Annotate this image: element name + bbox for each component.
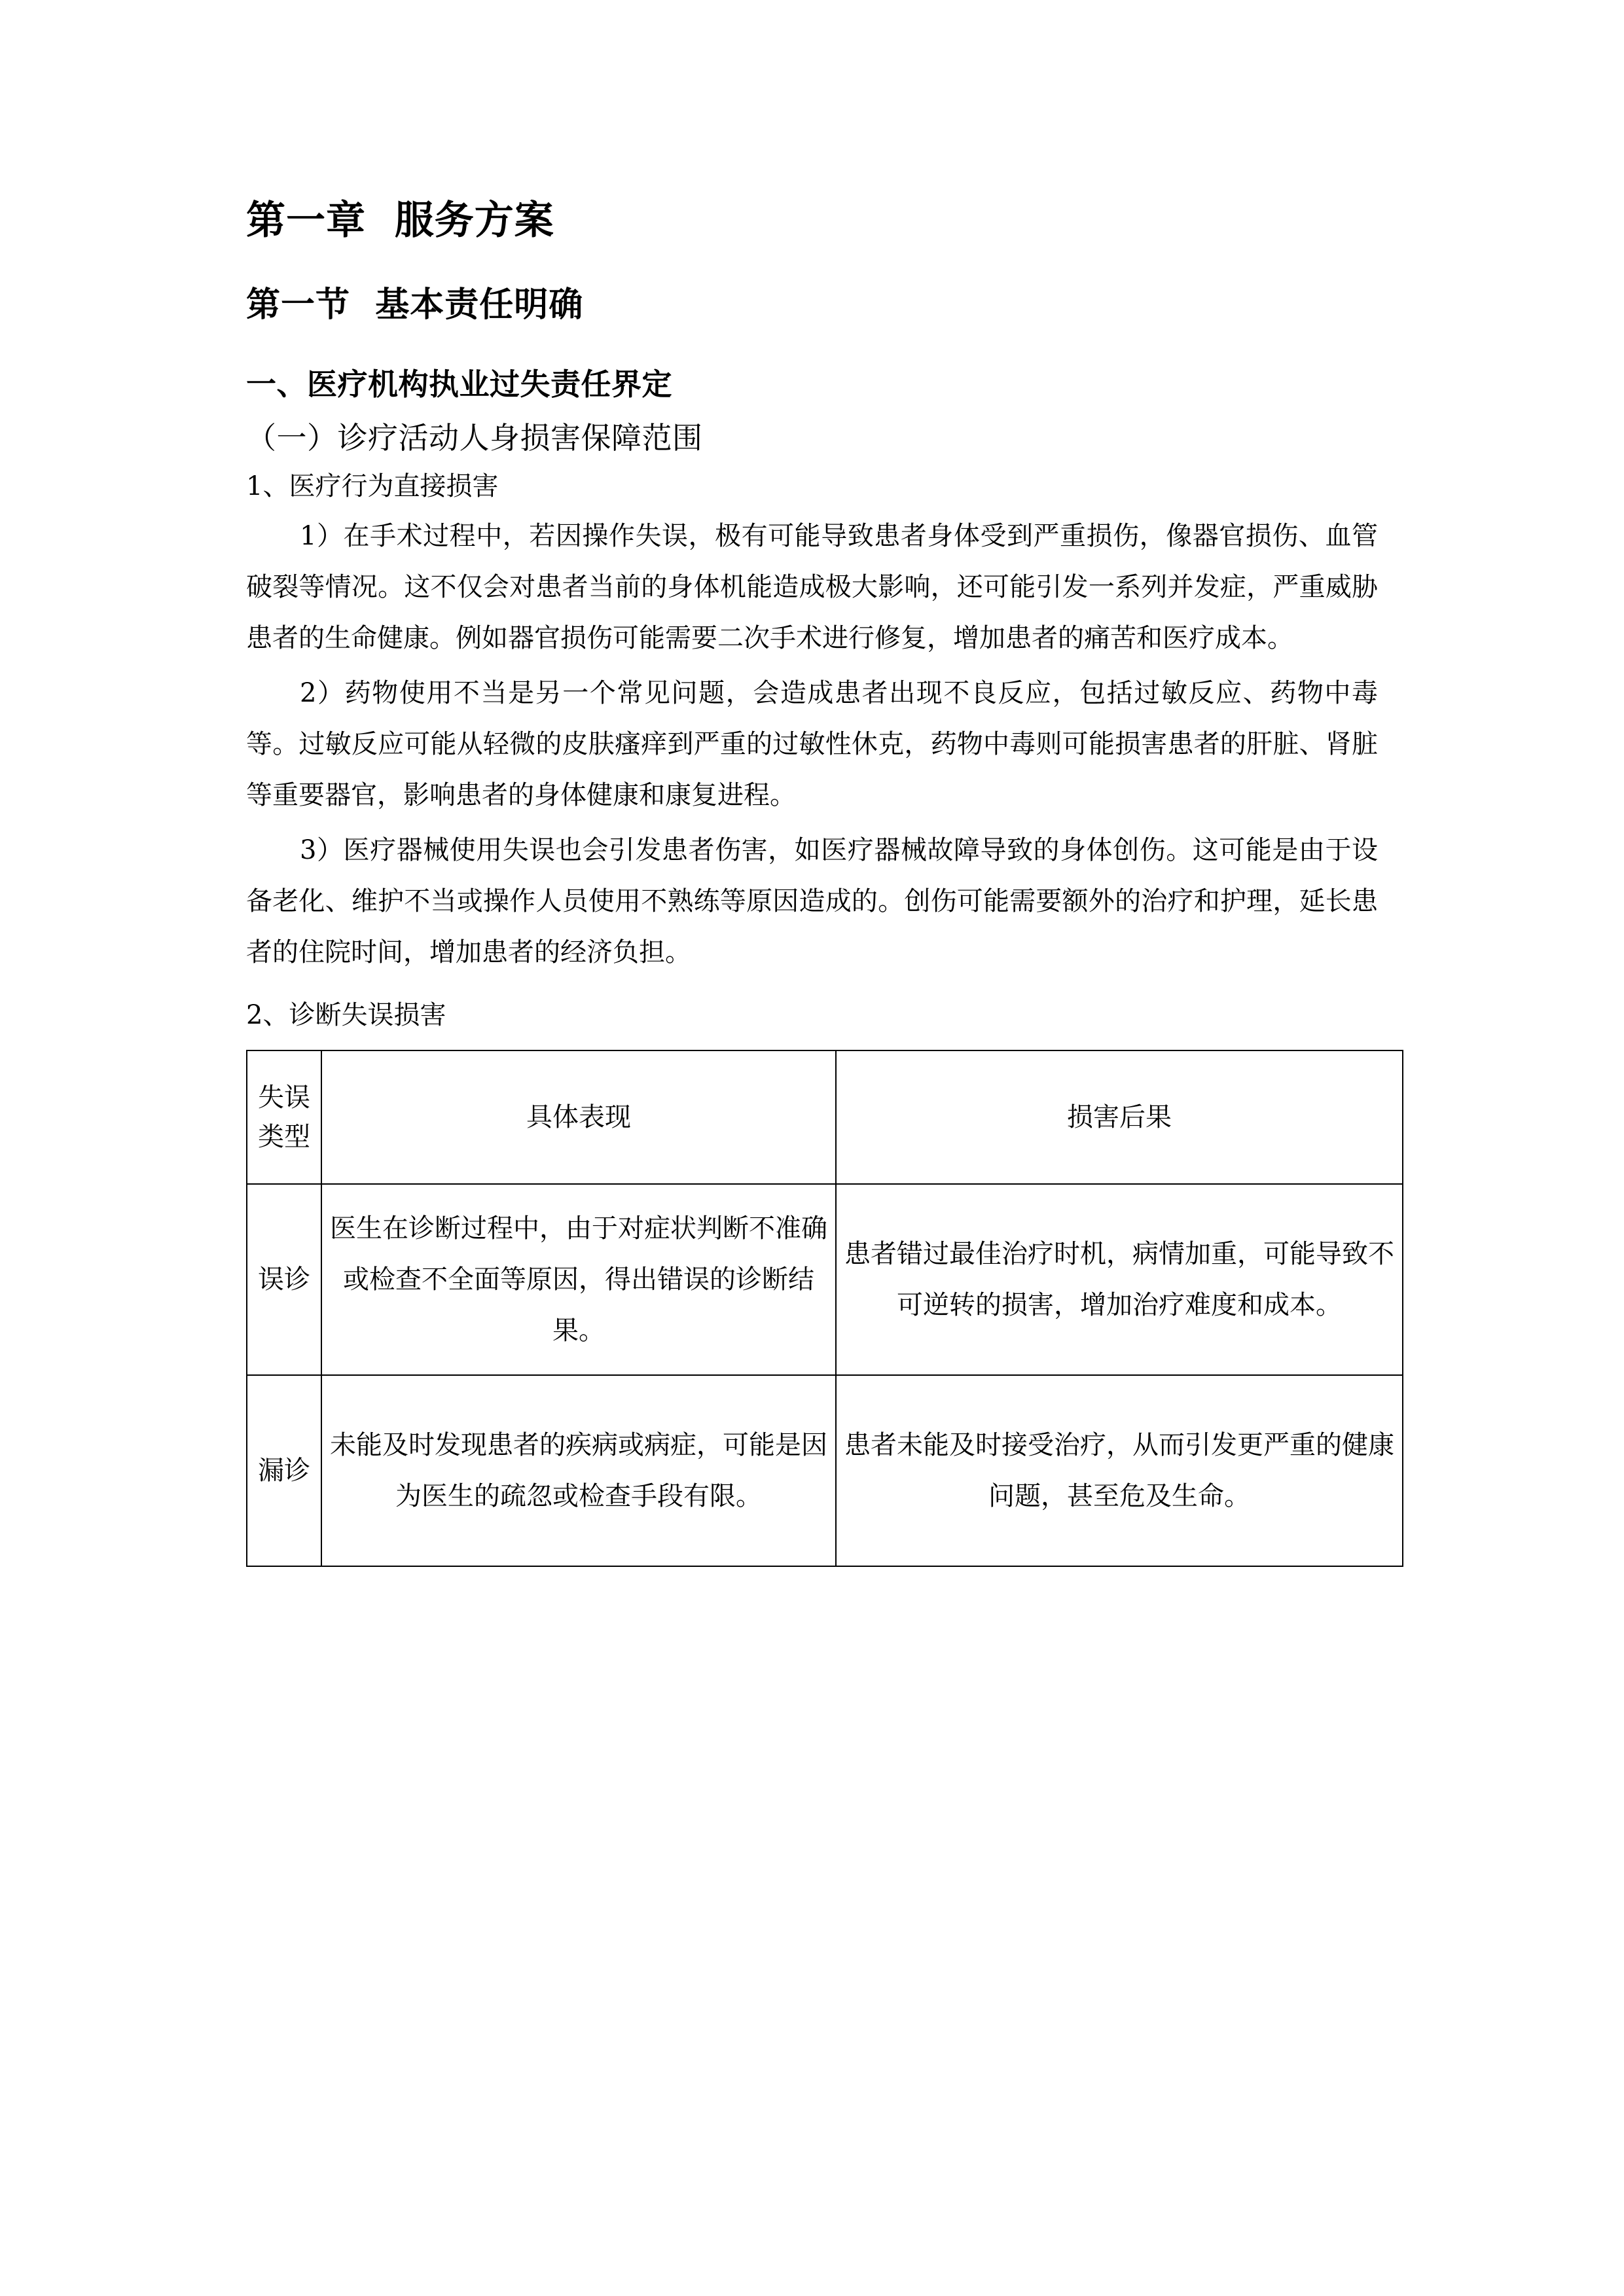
table-row [247, 1184, 1403, 1375]
cell-manifestation: 未能及时发现患者的疾病或病症，可能是因为医生的疏忽或检查手段有限。 [321, 1375, 836, 1566]
column-header-consequence: 损害后果 [836, 1050, 1403, 1184]
topic-label-2: 2、诊断失误损害 [246, 999, 446, 1030]
paragraph: 2）药物使用不当是另一个常见问题，会造成患者出现不良反应，包括过敏反应、药物中毒等。过敏反应可能从轻微的皮肤瘙痒到严重的过敏性休克，药物中毒则可能损害患者的肝脏、肾脏等重要器官，影响患者的身体健康和康复进程。 [246, 677, 1378, 810]
paragraph: 3）医疗器械使用失误也会引发患者伤害，如医疗器械故障导致的身体创伤。这可能是由于设备老化、维护不当或操作人员使用不熟练等原因造成的。创伤可能需要额外的治疗和护理，延长患者的住院时间，增加患者的经济负担。 [246, 834, 1378, 967]
topic-label-1: 1、医疗行为直接损害 [246, 471, 499, 501]
sub-heading: （一）诊疗活动人身损害保障范围 [246, 420, 703, 456]
cell-error-type: 误诊 [247, 1184, 321, 1375]
diagnosis-error-table [246, 1050, 1403, 1567]
cell-manifestation: 医生在诊断过程中，由于对症状判断不准确或检查不全面等原因，得出错误的诊断结果。 [321, 1184, 836, 1375]
column-header-error-type: 失误 类型 [247, 1050, 321, 1184]
chapter-heading: 第一章 服务方案 [246, 198, 554, 243]
item-heading: 一、医疗机构执业过失责任界定 [246, 367, 672, 402]
column-header-manifestation: 具体表现 [321, 1050, 836, 1184]
table-row [247, 1375, 1403, 1566]
cell-consequence: 患者未能及时接受治疗，从而引发更严重的健康问题，甚至危及生命。 [836, 1375, 1403, 1566]
cell-error-type: 漏诊 [247, 1375, 321, 1566]
section-heading: 第一节 基本责任明确 [246, 285, 584, 325]
cell-consequence: 患者错过最佳治疗时机，病情加重，可能导致不可逆转的损害，增加治疗难度和成本。 [836, 1184, 1403, 1375]
paragraph: 1）在手术过程中，若因操作失误，极有可能导致患者身体受到严重损伤，像器官损伤、血管破裂等情况。这不仅会对患者当前的身体机能造成极大影响，还可能引发一系列并发症，严重威胁患者的生命健康。例如器官损伤可能需要二次手术进行修复，增加患者的痛苦和医疗成本。 [246, 520, 1378, 653]
table-header-row [247, 1050, 1403, 1184]
